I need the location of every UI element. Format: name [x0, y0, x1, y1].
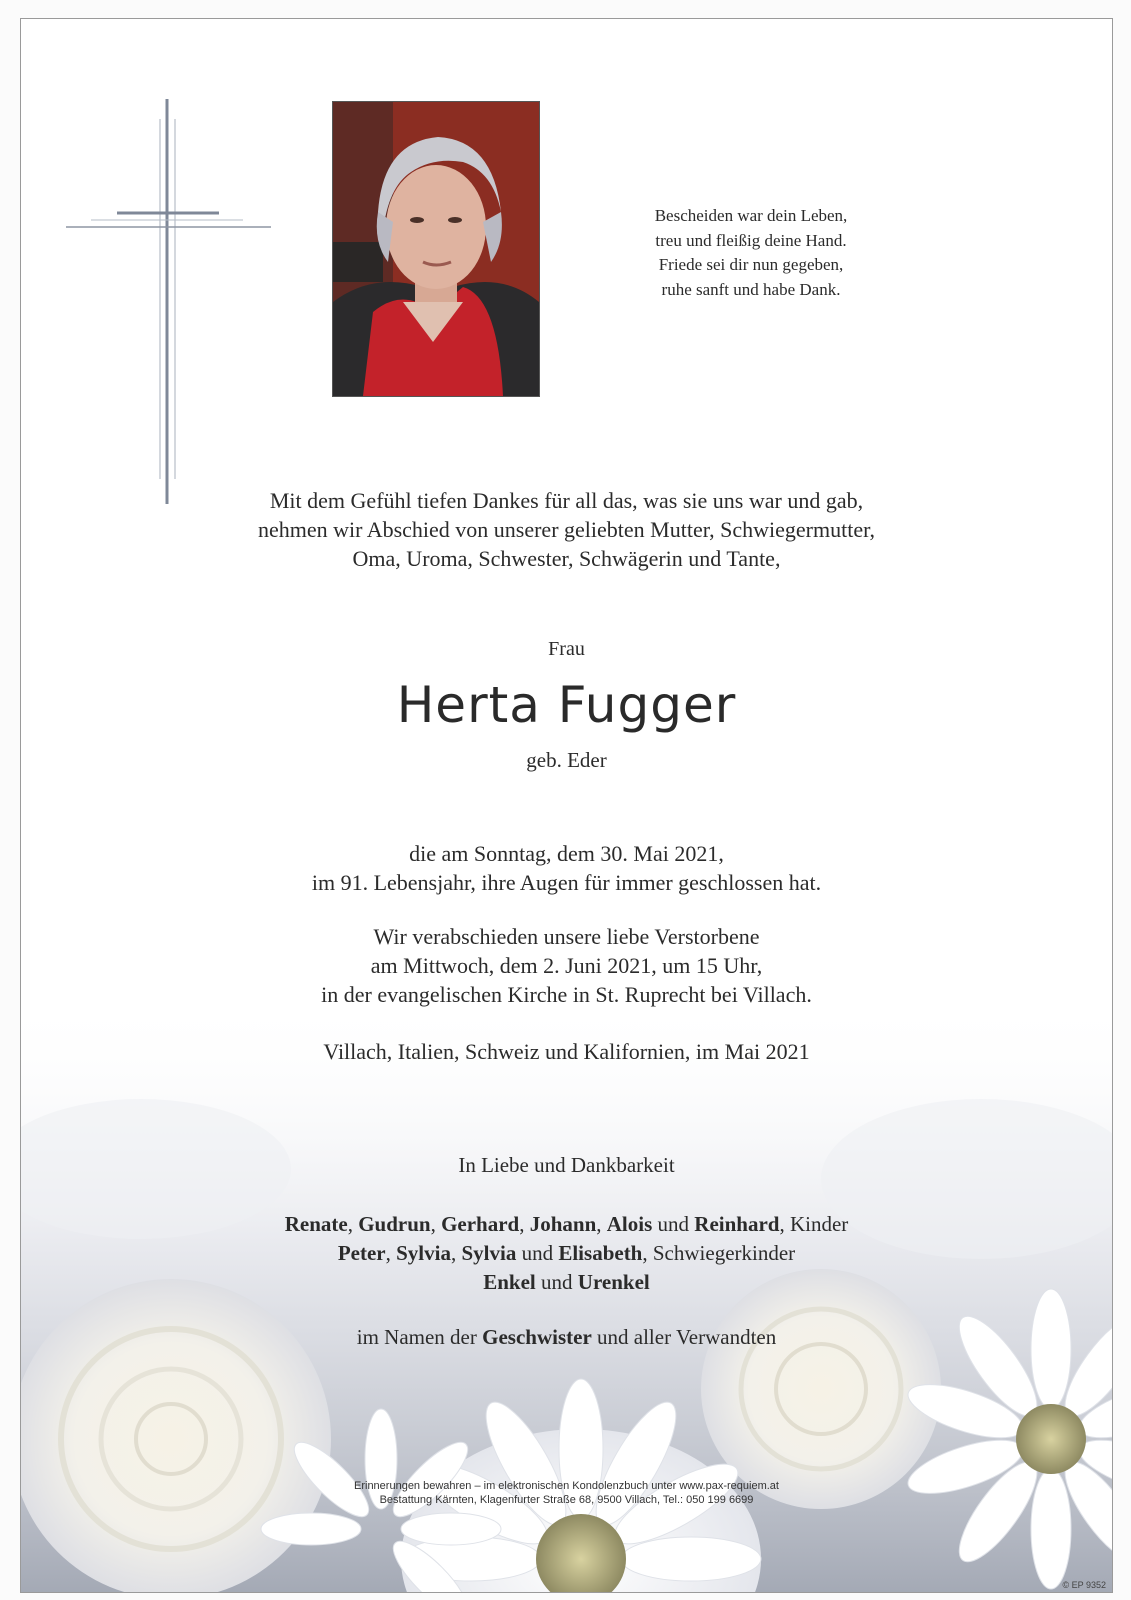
poem-line: Bescheiden war dein Leben,	[654, 206, 848, 225]
in-law-name: Peter	[337, 1241, 386, 1265]
intro-line: Mit dem Gefühl tiefen Dankes für all das, was sie uns war und gab,	[269, 488, 864, 513]
children-line: Renate, Gudrun, Gerhard, Johann, Alois und Reinhard, Kinder	[284, 1212, 849, 1236]
in-law-name: Sylvia	[461, 1241, 517, 1265]
funeral-line: Wir verabschieden unsere liebe Verstorbene	[373, 924, 760, 949]
deceased-name: Herta Fugger	[396, 676, 737, 734]
siblings-label: Geschwister	[482, 1325, 592, 1349]
funeral-line: in der evangelischen Kirche in St. Ruprecht bei Villach.	[321, 982, 812, 1007]
in-laws-line: Peter, Sylvia, Sylvia und Elisabeth, Schwiegerkinder	[337, 1241, 796, 1265]
child-name: Renate	[284, 1212, 348, 1236]
child-name: Reinhard	[694, 1212, 780, 1236]
relatives-line	[21, 1325, 1112, 1350]
intro-line: Oma, Uroma, Schwester, Schwägerin und Tante,	[352, 546, 781, 571]
poem-line: treu und fleißig deine Hand.	[655, 230, 847, 250]
poem	[581, 204, 921, 302]
salutation: Frau	[548, 638, 585, 660]
portrait-photo	[332, 101, 540, 397]
child-name: Alois	[606, 1212, 653, 1236]
in-law-name: Sylvia	[396, 1241, 451, 1265]
child-name: Gudrun	[358, 1212, 431, 1236]
death-line: die am Sonntag, dem 30. Mai 2021,	[409, 841, 724, 866]
great-grandchildren-label: Urenkel	[577, 1270, 650, 1294]
closing-phrase: In Liebe und Dankbarkeit	[458, 1153, 675, 1177]
footer-line: Bestattung Kärnten, Klagenfurter Straße 68, 9500 Villach, Tel.: 050 199 6699	[379, 1494, 754, 1506]
relation-label: Kinder	[789, 1212, 849, 1236]
places-date: Villach, Italien, Schweiz und Kalifornien, im Mai 2021	[323, 1039, 810, 1064]
footer	[21, 1479, 1112, 1507]
relation-label: Schwiegerkinder	[652, 1241, 796, 1265]
child-name: Johann	[529, 1212, 597, 1236]
cross-icon	[21, 19, 291, 519]
funeral-info	[21, 922, 1112, 1009]
grandchildren-line	[21, 1268, 1112, 1297]
poem-line: Friede sei dir nun gegeben,	[658, 255, 844, 274]
child-name: Gerhard	[441, 1212, 520, 1236]
conjunction: und	[541, 1270, 573, 1294]
relatives-suffix: und aller Verwandten	[597, 1325, 777, 1349]
in-law-name: Elisabeth	[558, 1241, 643, 1265]
death-line: im 91. Lebensjahr, ihre Augen für immer geschlossen hat.	[311, 870, 822, 895]
grandchildren-label: Enkel	[483, 1270, 536, 1294]
relatives-prefix: im Namen der	[356, 1325, 477, 1349]
death-notice	[21, 839, 1112, 897]
funeral-line: am Mittwoch, dem 2. Juni 2021, um 15 Uhr,	[370, 953, 763, 978]
conjunction: und	[521, 1241, 554, 1265]
intro-text	[21, 486, 1112, 573]
obituary-page	[20, 18, 1113, 1593]
birth-name: geb. Eder	[526, 748, 607, 772]
print-code: © EP 9352	[1062, 1580, 1106, 1590]
mourners	[21, 1210, 1112, 1297]
footer-line: Erinnerungen bewahren – im elektronischen Kondolenzbuch unter www.pax-requiem.at	[354, 1480, 779, 1492]
poem-line: ruhe sanft und habe Dank.	[661, 279, 841, 299]
conjunction: und	[657, 1212, 690, 1236]
intro-line: nehmen wir Abschied von unserer geliebten Mutter, Schwiegermutter,	[257, 517, 876, 542]
